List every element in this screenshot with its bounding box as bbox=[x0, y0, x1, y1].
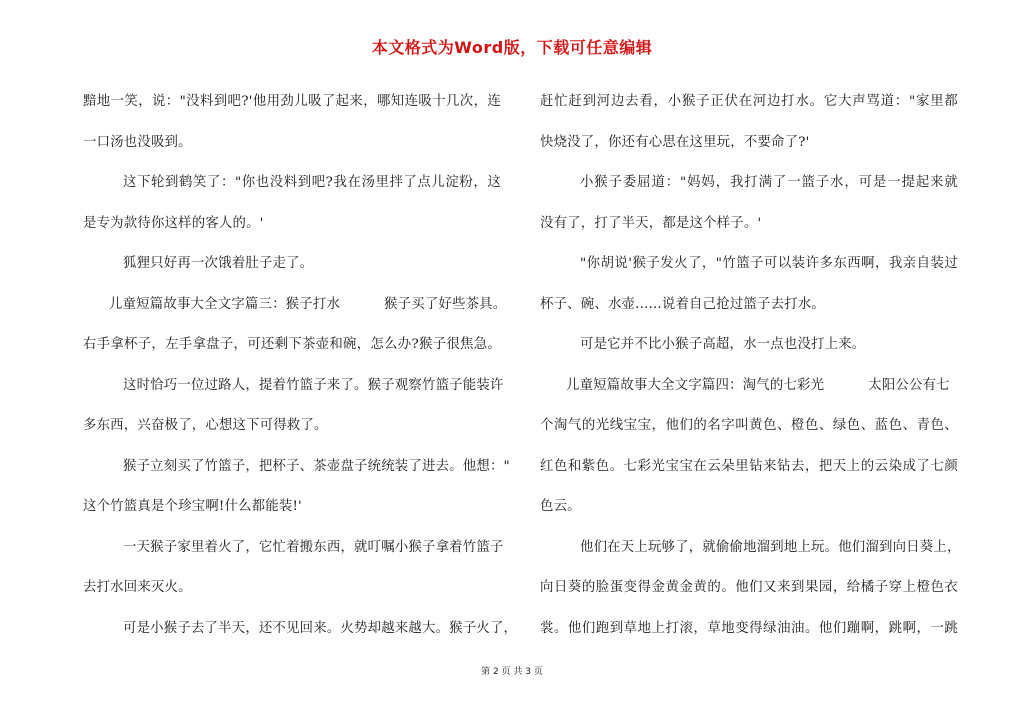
text-line: 小猴子委屈道："妈妈，我打满了一篮子水，可是一提起来就 bbox=[580, 175, 958, 190]
section-heading-line bbox=[83, 285, 507, 326]
text-fragment: 猴子买了好些茶具。 bbox=[384, 296, 507, 312]
text-line: 右手拿杯子，左手拿盘子，可还剩下茶壶和碗，怎么办?猴子很焦急。 bbox=[83, 337, 501, 352]
text-fragment: 太阳公公有七 bbox=[868, 377, 950, 393]
text-line: 一口汤也没吸到。 bbox=[83, 134, 192, 150]
text-line: 一天猴子家里着火了，它忙着搬东西，就叮嘱小猴子拿着竹篮子 bbox=[123, 539, 504, 555]
text-line: 狐狸只好再一次饿着肚子走了。 bbox=[123, 256, 314, 271]
text-line: 色云。 bbox=[540, 499, 581, 514]
text-line: 红色和紫色。七彩光宝宝在云朵里钻来钻去，把天上的云染成了七颜 bbox=[540, 458, 958, 474]
text-line: 裳。他们跑到草地上打滚，草地变得绿油油。他们蹦啊，跳啊，一跳 bbox=[540, 620, 958, 636]
text-line: 是专为款待你这样的客人的。' bbox=[83, 215, 264, 231]
text-line: 向日葵的脸蛋变得金黄金黄的。他们又来到果园，给橘子穿上橙色衣 bbox=[540, 580, 958, 595]
text-line: 这个竹篮真是个珍宝啊!什么都能装!' bbox=[83, 499, 302, 514]
section-heading: 儿童短篇故事大全文字篇四：淘气的七彩光 bbox=[566, 377, 825, 393]
section-heading: 儿童短篇故事大全文字篇三：猴子打水 bbox=[109, 296, 341, 312]
text-line: 快烧没了，你还有心思在这里玩，不要命了?' bbox=[540, 134, 810, 150]
right-column bbox=[540, 82, 961, 649]
page-number-footer: 第 2 页 共 3 页 bbox=[481, 667, 543, 677]
text-line: 可是小猴子去了半天，还不见回来。火势却越来越大。猴子火了， bbox=[123, 620, 518, 636]
text-line: 去打水回来灭火。 bbox=[83, 580, 192, 595]
text-line: 多东西，兴奋极了，心想这下可得救了。 bbox=[83, 418, 328, 433]
text-line: 他们在天上玩够了，就偷偷地溜到地上玩。他们溜到向日葵上， bbox=[580, 539, 961, 555]
text-line: 可是它并不比小猴子高超，水一点也没打上来。 bbox=[580, 337, 866, 352]
text-line: 个淘气的光线宝宝，他们的名字叫黄色、橙色、绿色、蓝色、青色、 bbox=[540, 418, 958, 433]
text-line: 赶忙赶到河边去看，小猴子正伏在河边打水。它大声骂道："家里都 bbox=[540, 94, 958, 109]
text-line: 没有了，打了半天，都是这个样子。' bbox=[540, 215, 762, 231]
text-line: 这时恰巧一位过路人，提着竹篮子来了。猴子观察竹篮子能装许 bbox=[123, 377, 504, 393]
text-line: 这下轮到鹤笑了："你也没料到吧?我在汤里拌了点儿淀粉，这 bbox=[123, 175, 501, 190]
text-line: 杯子、碗、水壶......说着自己抢过篮子去打水。 bbox=[540, 296, 825, 312]
document-banner: 本文格式为Word版，下载可任意编辑 bbox=[371, 38, 653, 57]
text-line: 黯地一笑，说："没料到吧?'他用劲儿吸了起来，哪知连吸十几次，连 bbox=[83, 94, 501, 109]
text-line: 猴子立刻买了竹篮子，把杯子、茶壶盘子统统装了进去。他想：" bbox=[123, 458, 510, 474]
left-column bbox=[83, 82, 518, 649]
section-heading-line bbox=[540, 366, 958, 407]
text-line: "你胡说'猴子发火了，"竹篮子可以装许多东西啊，我亲自装过 bbox=[580, 256, 958, 271]
